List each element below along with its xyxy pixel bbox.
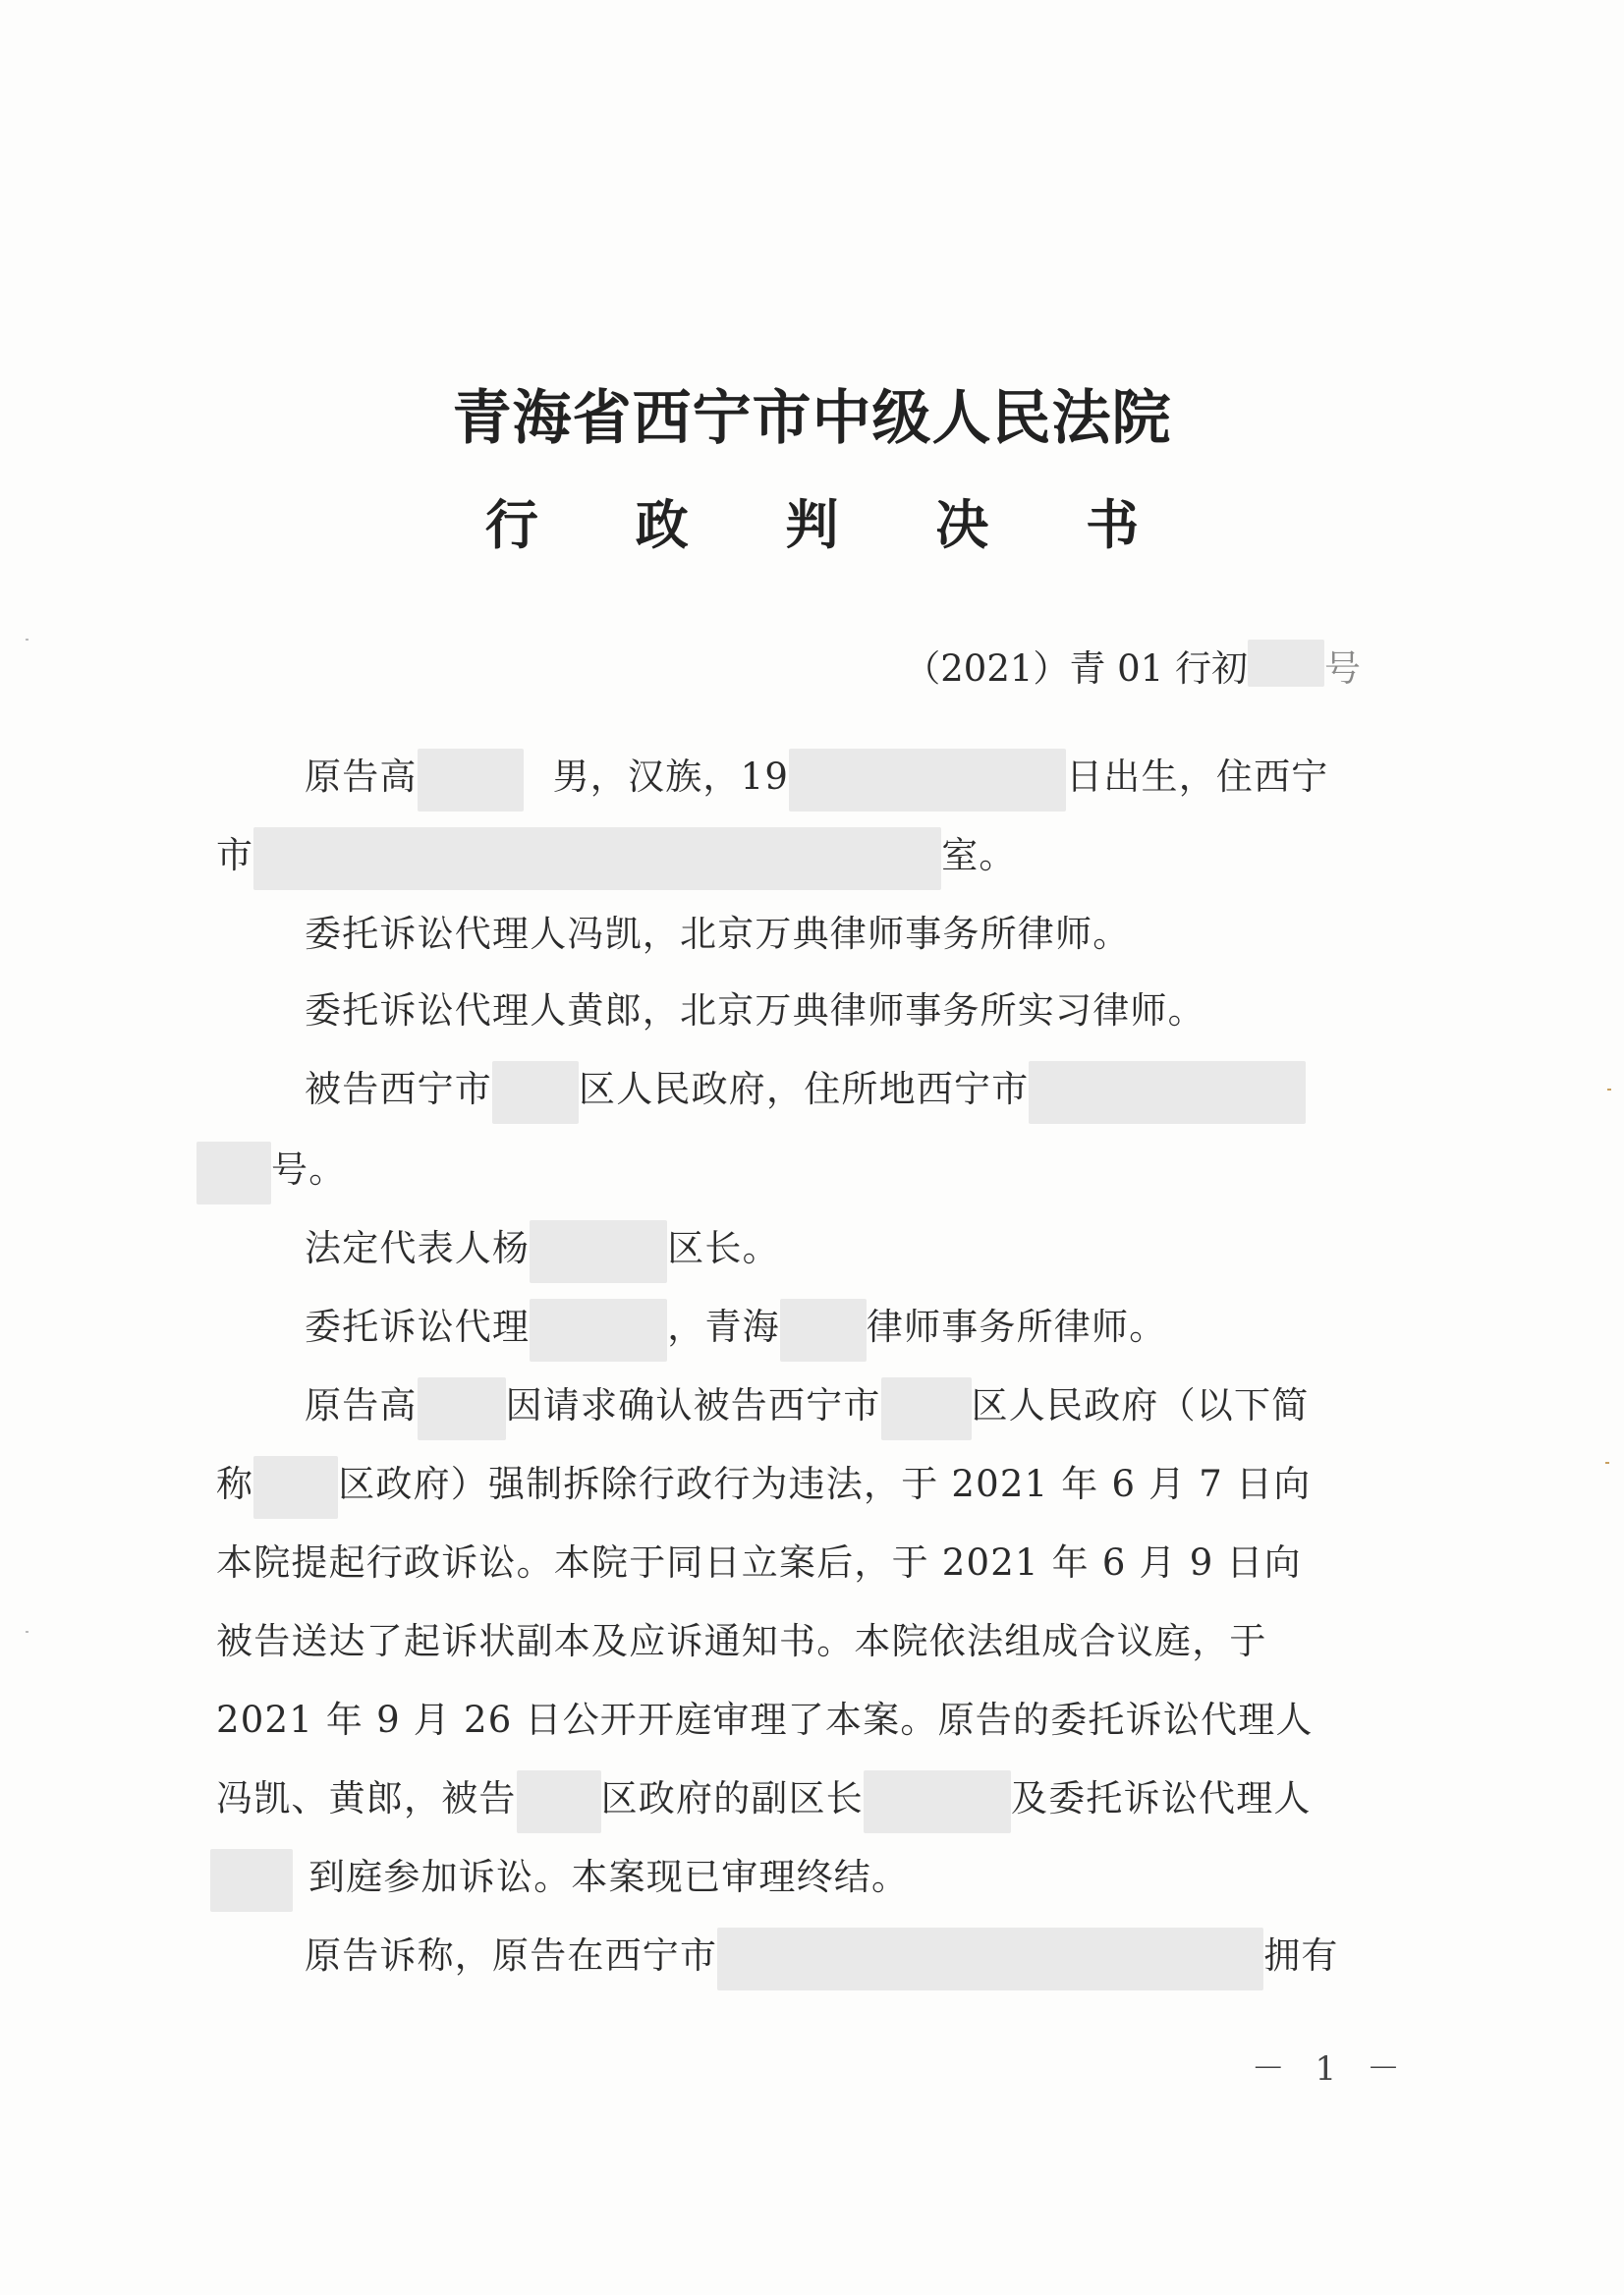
text-run: 室。 bbox=[941, 834, 1017, 876]
scan-speck bbox=[26, 639, 28, 641]
text-run: 委托诉讼代理 bbox=[305, 1306, 531, 1348]
redaction-block bbox=[492, 1061, 579, 1124]
text-run: 法定代表人杨 bbox=[305, 1227, 531, 1269]
paragraph-line: 2021 年 9 月 26 日公开开庭审理了本案。原告的委托诉讼代理人 bbox=[216, 1699, 1314, 1741]
text-run: 冯凯、黄郎，被告 bbox=[216, 1777, 517, 1819]
case-number-suffix: 号 bbox=[1324, 647, 1361, 690]
scan-speck bbox=[1605, 1462, 1609, 1464]
text-run: 被告西宁市 bbox=[305, 1068, 492, 1110]
redaction-block bbox=[780, 1299, 867, 1362]
redaction-block bbox=[717, 1928, 1263, 1990]
text-run: 原告高 bbox=[305, 756, 418, 798]
text-run: 拥有 bbox=[1263, 1934, 1339, 1977]
redaction-block bbox=[1248, 640, 1324, 687]
text-run: 区长。 bbox=[667, 1227, 780, 1269]
text-run: 原告诉称，原告在西宁市 bbox=[305, 1934, 718, 1977]
redaction-block bbox=[517, 1770, 601, 1833]
paragraph-line bbox=[305, 1059, 1306, 1124]
redaction-block bbox=[253, 827, 941, 890]
text-run: 男，汉族，19 bbox=[552, 756, 790, 798]
text-run: 及委托诉讼代理人 bbox=[1011, 1777, 1312, 1819]
paragraph-line bbox=[305, 1926, 1339, 1990]
paragraph-line: 委托诉讼代理人冯凯，北京万典律师事务所律师。 bbox=[305, 913, 1131, 955]
text-run: 区人民政府，住所地西宁市 bbox=[579, 1068, 1030, 1110]
redaction-block bbox=[530, 1220, 667, 1283]
scan-speck bbox=[26, 1631, 28, 1633]
redaction-block bbox=[418, 749, 524, 812]
scan-speck bbox=[1607, 1089, 1611, 1091]
paragraph-line: 委托诉讼代理人黄郎，北京万典律师事务所实习律师。 bbox=[305, 989, 1205, 1032]
redaction-block bbox=[1029, 1061, 1306, 1124]
paragraph-line bbox=[210, 1847, 909, 1912]
text-run: 律师事务所律师。 bbox=[866, 1306, 1167, 1348]
paragraph-line: 被告送达了起诉状副本及应诉通知书。本院依法组成合议庭，于 bbox=[216, 1620, 1267, 1662]
court-name: 青海省西宁市中级人民法院 bbox=[452, 384, 1172, 453]
redaction-block bbox=[881, 1377, 972, 1440]
redaction-block bbox=[864, 1770, 1011, 1833]
text-run: ，青海 bbox=[667, 1306, 780, 1348]
redaction-block bbox=[418, 1377, 506, 1440]
redaction-block bbox=[210, 1849, 293, 1912]
document-type-heading: 行 政 判 决 书 bbox=[484, 494, 1179, 556]
redaction-block bbox=[196, 1142, 271, 1204]
text-run: 区政府）强制拆除行政行为违法，于 2021 年 6 月 7 日向 bbox=[338, 1463, 1312, 1505]
text-run: 称 bbox=[216, 1463, 254, 1505]
redaction-block bbox=[789, 749, 1066, 812]
text-run: 市 bbox=[216, 834, 254, 876]
paragraph-line: 本院提起行政诉讼。本院于同日立案后，于 2021 年 6 月 9 日向 bbox=[216, 1541, 1302, 1584]
paragraph-line bbox=[305, 1218, 780, 1283]
text-run: 日出生，住西宁 bbox=[1066, 756, 1329, 798]
text-run: 号。 bbox=[271, 1148, 347, 1191]
text-run: 区人民政府（以下简 bbox=[971, 1384, 1310, 1427]
text-run: 到庭参加诉讼。本案现已审理终结。 bbox=[308, 1856, 910, 1898]
paragraph-line bbox=[196, 1140, 346, 1204]
paragraph-line bbox=[305, 1375, 1309, 1440]
paragraph-line bbox=[216, 1454, 1311, 1519]
case-number bbox=[904, 639, 1361, 692]
text-run: 区政府的副区长 bbox=[600, 1777, 865, 1819]
text-run: 原告高 bbox=[305, 1384, 418, 1427]
page-number: － 1 － bbox=[1251, 2049, 1410, 2089]
redaction-block bbox=[530, 1299, 667, 1362]
text-run: 因请求确认被告西宁市 bbox=[505, 1384, 881, 1427]
paragraph-line bbox=[305, 1297, 1166, 1362]
case-number-prefix: （2021）青 01 行初 bbox=[904, 647, 1248, 690]
paragraph-line bbox=[305, 747, 1329, 812]
paragraph-line bbox=[216, 825, 1017, 890]
redaction-block bbox=[253, 1456, 338, 1519]
paragraph-line bbox=[216, 1768, 1312, 1833]
